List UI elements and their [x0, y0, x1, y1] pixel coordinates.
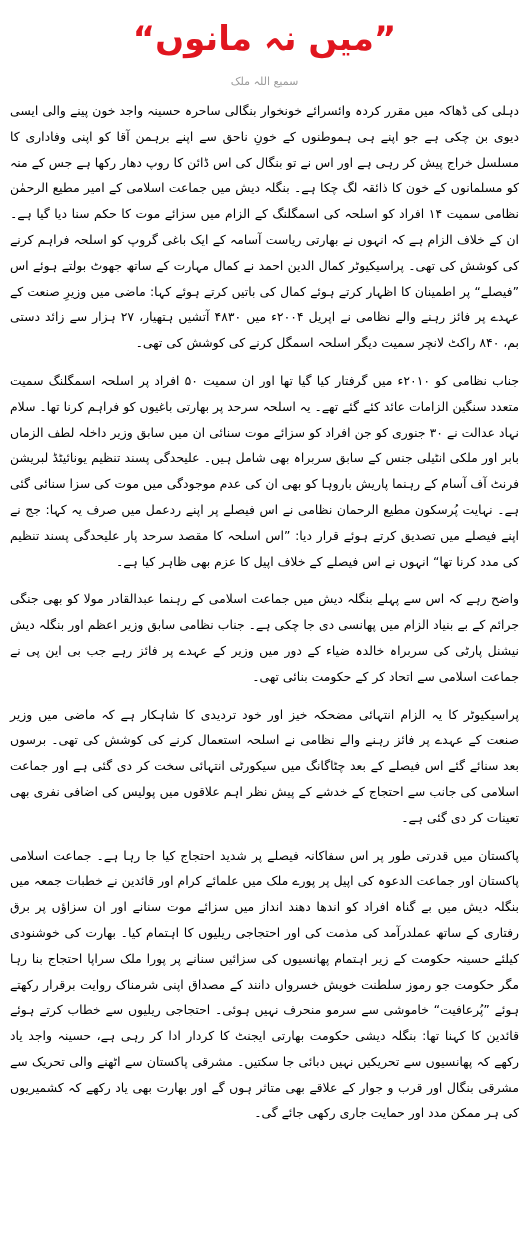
article-title: ”میں نہ مانوں“: [132, 19, 397, 59]
article-paragraph: پاکستان میں قدرتی طور پر اس سفاکانہ فیصلے پر شدید احتجاج کیا جا رہا ہے۔ جماعت اسلامی پاکستان اور جماعت الدعوہ کی اپیل پر پورے ملک میں علمائے کرام اور قائدین نے خطبات جمعہ میں بنگلہ دیش میں بے گناہ افراد کو اندھا دھند انداز میں سزائے موت سنانے اور ان سزاؤں پر برق رفتاری کے ساتھ عملدرآمد کی مذمت کی اور احتجاجی ریلیوں کا اہتمام کیا۔ بھارت کی خوشنودی کیلئے حسینہ حکومت کے زیر اہتمام پھانسیوں کی سزائیں سنانے پر پورا ملک سراپا احتجاج بنا رہا مگر حکومت جو رموز سلطنت خویش خسرواں دانند کے مصداق اپنی شرمناک روایت برقرار رکھتے ہوئے ”پُرعافیت“ خاموشی سے سرمو منحرف نہیں ہوئی۔ احتجاجی ریلیوں سے خطاب کرتے ہوئے قائدین کا کہنا تھا: بنگلہ دیشی حکومت بھارتی ایجنٹ کا کردار ادا کر رہی ہے، حسینہ واجد یاد رکھے کہ پھانسیوں سے تحریکیں نہیں دبائی جا سکتیں۔ مشرقی پاکستان سے اٹھنے والی تحریک سے مشرقی بنگال اور قرب و جوار کے علاقے بھی متاثر ہوں گے اور بھارت بھی یاد رکھے کہ کشمیریوں کی ہر ممکن مدد اور حمایت جاری رکھی جائے گی۔: [10, 847, 519, 1121]
article-paragraph: پراسیکیوٹر کا یہ الزام انتہائی مضحکہ خیز اور خود تردیدی کا شاہکار ہے کہ ماضی میں وزیر صنعت کے عہدے پر فائز رہنے والے نظامی نے اسلحہ استعمال کرنے کی کوشش کی تھی۔ برسوں بعد سنائے گئے اس فیصلے کے بعد چٹاگانگ میں سیکورٹی انتہائی سخت کر دی گئی ہے اور جماعت اسلامی کی جانب سے احتجاج کے خدشے کے پیش نظر اہم علاقوں میں پولیس کی اضافی نفری بھی تعینات کر دی گئی ہے۔: [10, 706, 519, 825]
author-byline: سمیع اللہ ملک: [230, 75, 299, 88]
article-body: [10, 98, 519, 1126]
article-paragraph: جناب نظامی کو ۲۰۱۰ء میں گرفتار کیا گیا تھا اور ان سمیت ۵۰ افراد پر اسلحہ اسمگلنگ سمیت متعدد سنگین الزامات عائد کئے گئے تھے۔ یہ اسلحہ سرحد پر بھارتی باغیوں کو فراہم کرنا تھا۔ سلام نہاد عدالت نے ۳۰ جنوری کو جن افراد کو سزائے موت سنائی ان میں سابق وزیر داخلہ لطف الزماں بابر اور ملکی انٹیلی جنس کے سابق سربراہ بھی شامل ہیں۔ علیحدگی پسند تنظیم یونائیٹڈ لبریشن فرنٹ آف آسام کے رہنما پاریش باروہا کو بھی ان کی عدم موجودگی میں موت کی سزا سنائی گئی ہے۔ نہایت پُرسکون مطیع الرحمان نظامی نے اس فیصلے پر اپنے ردعمل میں صرف یہ کہا: جج نے اپنے فیصلے میں تصدیق کرتے ہوئے قرار دیا: ”اس اسلحہ کا مقصد سرحد پار علیحدگی پسند تنظیم کی مدد کرنا تھا“ انہوں نے اس فیصلے کے خلاف اپیل کا عزم بھی ظاہر کیا ہے۔: [10, 372, 520, 569]
article-paragraph: واضح رہے کہ اس سے پہلے بنگلہ دیش میں جماعت اسلامی کے رہنما عبدالقادر مولا کو بھی جنگی جرائم کے بے بنیاد الزام میں پھانسی دی جا چکی ہے۔ جناب نظامی سابق وزیر اعظم اور بنگلہ دیش نیشنل پارٹی کی سربراہ خالدہ ضیاء کے دور میں وزیر کے عہدے پر فائز رہے جب بی این پی نے جماعت اسلامی سے اتحاد کر کے حکومت بنائی تھی۔: [10, 591, 519, 684]
article-paragraph: دہلی کی ڈھاکہ میں مقرر کردہ وائسرائے خونخوار بنگالی ساحرہ حسینہ واجد خون پینے والی ایسی دیوی بن چکی ہے جو اپنے ہی ہموطنوں کے خونِ ناحق سے اپنے برہمن آقا کو اپنی وفاداری کا مسلسل خراج پیش کر رہی ہے اور اس نے تو بنگال کی اس ڈائن کا روپ دھار رکھا ہے جس کے منہ کو مسلمانوں کے خون کا ذائقہ لگ چکا ہے۔ بنگلہ دیش میں جماعت اسلامی کے امیر مطیع الرحمٰن نظامی سمیت ۱۴ افراد کو اسلحہ کی اسمگلنگ کے الزام میں سزائے موت کا حکم سنا دیا گیا ہے۔ ان کے خلاف الزام ہے کہ انہوں نے بھارتی ریاست آسامہ کے ایک باغی گروپ کو اسلحہ فراہم کرنے کی کوشش کی تھی۔ پراسیکیوٹر کمال الدین احمد نے کمال مہارت کے ساتھ جھوٹ بولتے ہوئے اس ”فیصلے“ پر اطمینان کا اظہار کرتے ہوئے کمال کی باتیں کرتے ہوئے کہا: ماضی میں وزیرِ صنعت کے عہدے پر فائز رہنے والے نظامی نے اپریل ۲۰۰۴ء میں ۴۸۳۰ آتشیں ہتھیار، ۲۷ ہزار سے زائد دستی بم، ۸۴۰ راکٹ لانچر سمیت دیگر اسلحہ اسمگل کرنے کی کوشش کی تھی۔: [10, 103, 520, 351]
